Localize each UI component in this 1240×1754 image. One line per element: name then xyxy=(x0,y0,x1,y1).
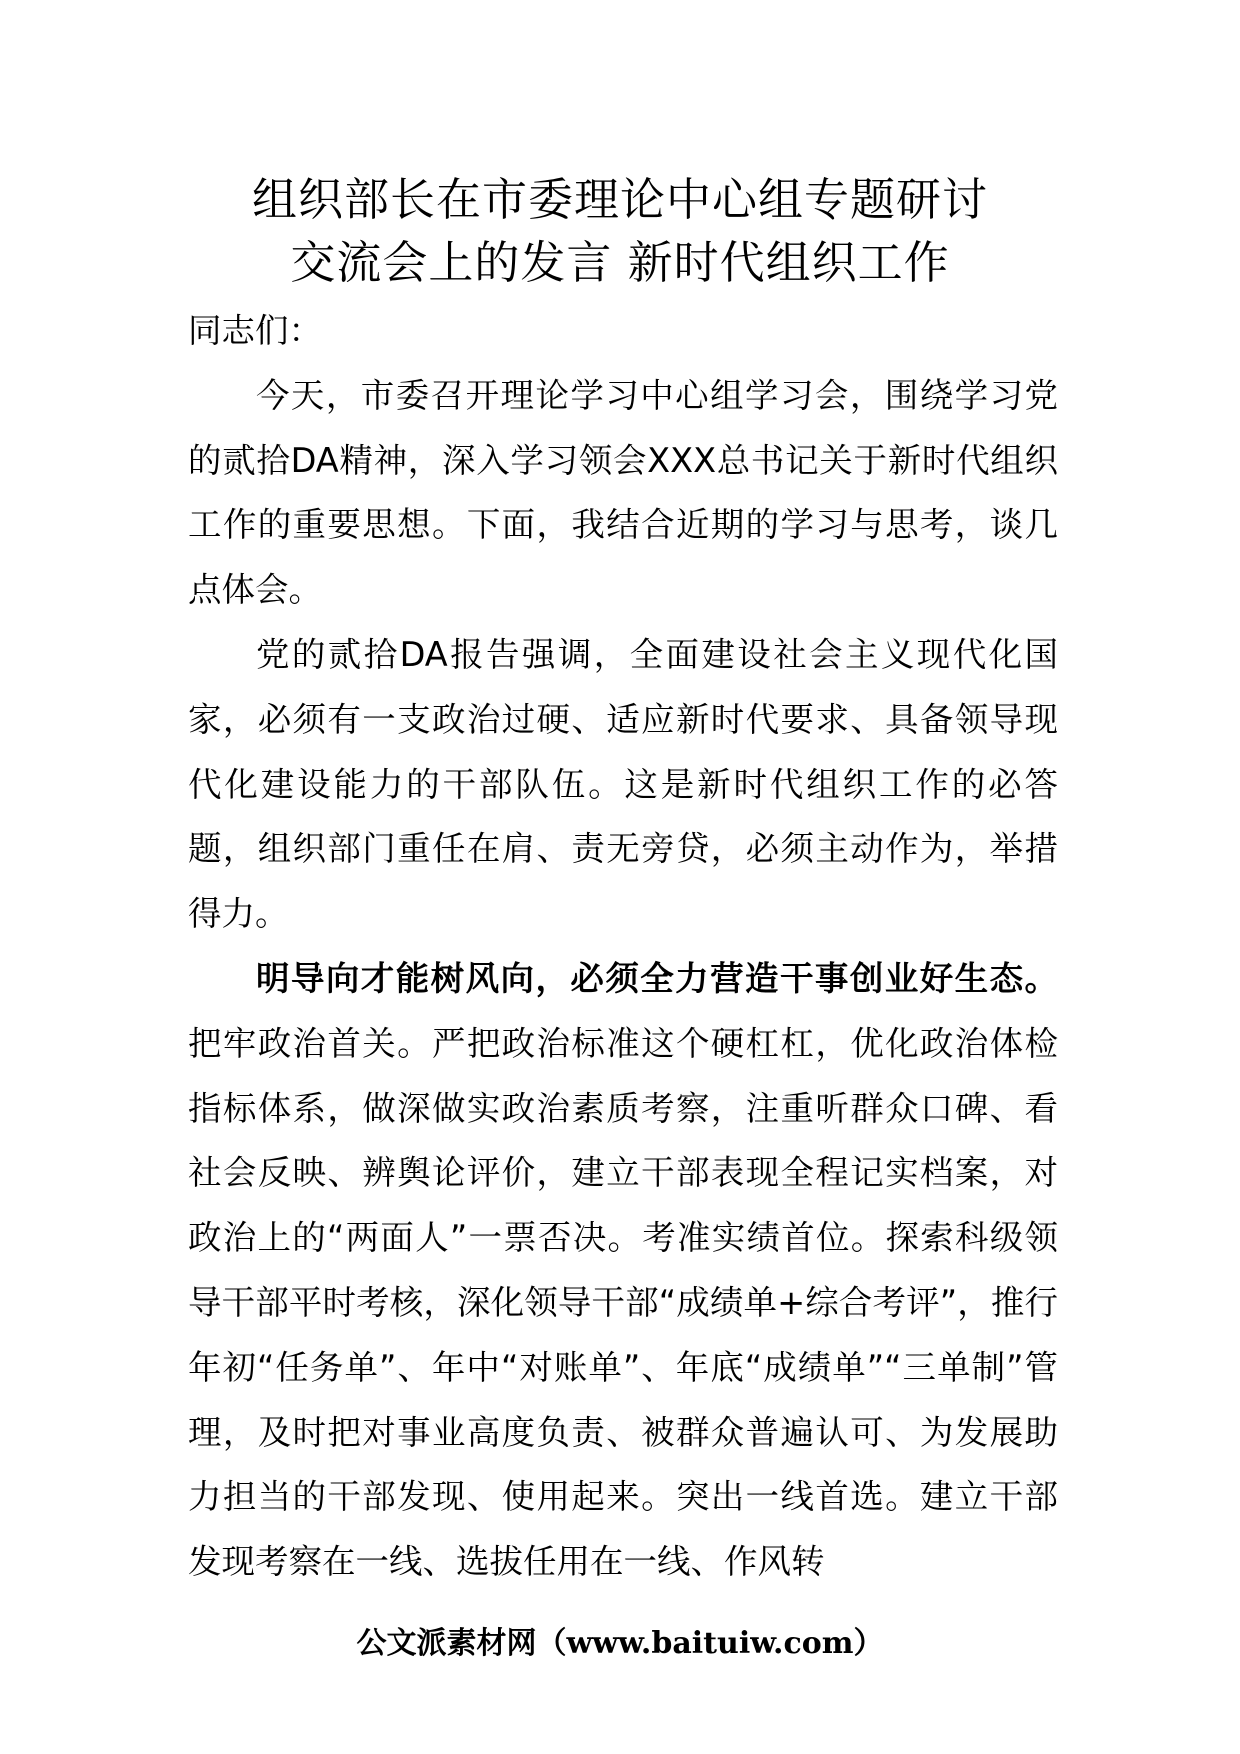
paragraph-2: 党的贰拾DA报告强调，全面建设社会主义现代化国家，必须有一支政治过硬、适应新时代要求、具备领导现代化建设能力的干部队伍。这是新时代组织工作的必答题，组织部门重任在肩、责无旁贷，必须主动作为，举措得力。 xyxy=(188,634,1058,934)
paragraph-3-body: 把牢政治首关。严把政治标准这个硬杠杠，优化政治体检指标体系，做深做实政治素质考察，注重听群众口碑、看社会反映、辨舆论评价，建立干部表现全程记实档案，对政治上的“两面人”一票否决。考准实绩首位。探索科级领导干部平时考核，深化领导干部“成绩单+综合考评”，推行年初“任务单”、年中“对账单”、年底“成绩单”“三单制”管理，及时把对事业高度负责、被群众普遍认可、为发展助力担当的干部发现、使用起来。突出一线首选。建立干部发现考察在一线、选拔任用在一线、作风转 xyxy=(188,1023,1058,1582)
paragraph-3 xyxy=(188,947,1058,1595)
document-title-line-2: 交流会上的发言 新时代组织工作 xyxy=(290,236,950,289)
footer-watermark: 公文派素材网（www.baituiw.com） xyxy=(356,1626,884,1661)
section-heading: 明导向才能树风向，必须全力营造干事创业好生态。 xyxy=(256,958,1058,998)
document-body xyxy=(188,299,1058,1595)
paragraph-1: 今天，市委召开理论学习中心组学习会，围绕学习党的贰拾DA精神，深入学习领会XXX总书记关于新时代组织工作的重要思想。下面，我结合近期的学习与思考，谈几点体会。 xyxy=(188,375,1058,610)
document-title-line-1: 组织部长在市委理论中心组专题研讨 xyxy=(251,173,988,226)
salutation: 同志们： xyxy=(188,311,322,350)
